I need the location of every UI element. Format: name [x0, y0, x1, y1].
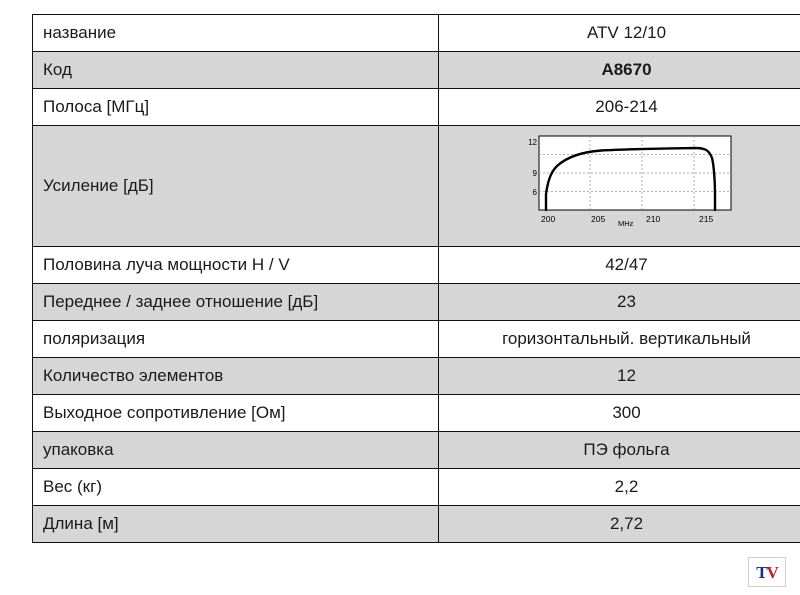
x-tick-215: 215: [698, 214, 713, 224]
row-value: ATV 12/10: [439, 15, 800, 52]
watermark-logo: [748, 557, 786, 587]
row-label: упаковка: [33, 432, 439, 469]
x-tick-210: 210: [645, 214, 660, 224]
row-label: Вес (кг): [33, 469, 439, 506]
table-row: [33, 247, 800, 284]
table-row: [33, 395, 800, 432]
table-row: [33, 321, 800, 358]
row-value: 206-214: [439, 89, 800, 126]
table-row-gain-chart: [33, 126, 800, 247]
gain-chart-svg: [515, 132, 739, 240]
row-label: Усиление [дБ]: [33, 126, 439, 247]
row-value: 2,72: [439, 506, 800, 543]
row-label: название: [33, 15, 439, 52]
row-value: 12: [439, 358, 800, 395]
row-value: 300: [439, 395, 800, 432]
watermark-text: [756, 564, 778, 581]
row-value: 42/47: [439, 247, 800, 284]
table-row: [33, 432, 800, 469]
y-tick-9: 9: [532, 169, 537, 178]
row-label: Полоса [МГц]: [33, 89, 439, 126]
watermark-v: V: [766, 562, 778, 582]
row-label: Переднее / заднее отношение [дБ]: [33, 284, 439, 321]
row-label: Количество элементов: [33, 358, 439, 395]
row-value: 2,2: [439, 469, 800, 506]
gain-chart: [515, 132, 739, 240]
table-row: [33, 89, 800, 126]
table-row: [33, 469, 800, 506]
specifications-table: [32, 14, 800, 543]
gain-chart-container: [439, 126, 800, 246]
row-value: горизонтальный. вертикальный: [439, 321, 800, 358]
table-row: [33, 52, 800, 89]
table-row: [33, 15, 800, 52]
row-label: Длина [м]: [33, 506, 439, 543]
table-row: [33, 284, 800, 321]
x-tick-205: 205: [590, 214, 605, 224]
table-row: [33, 506, 800, 543]
row-value: 23: [439, 284, 800, 321]
x-tick-200: 200: [540, 214, 555, 224]
y-tick-6: 6: [532, 188, 537, 197]
watermark-t: T: [756, 562, 767, 582]
row-value: A8670: [439, 52, 800, 89]
x-axis-label: MHz: [617, 219, 633, 228]
y-tick-12: 12: [527, 138, 537, 147]
row-label: Выходное сопротивление [Ом]: [33, 395, 439, 432]
row-value: ПЭ фольга: [439, 432, 800, 469]
row-label: поляризация: [33, 321, 439, 358]
table-body: [33, 15, 800, 543]
gain-chart-cell: [439, 126, 800, 247]
row-label: Половина луча мощности H / V: [33, 247, 439, 284]
row-label: Код: [33, 52, 439, 89]
table-row: [33, 358, 800, 395]
